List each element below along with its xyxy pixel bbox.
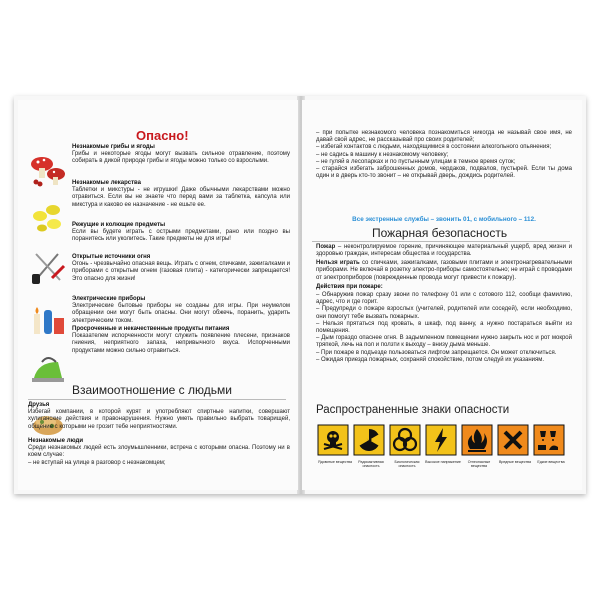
never-play — [316, 260, 572, 282]
sign-label: Радиоактивная опасность — [358, 460, 384, 468]
sign-label: Ядовитые вещества — [318, 460, 352, 464]
section-electric — [72, 296, 290, 325]
fire-definition — [316, 244, 572, 259]
list-item: – при попытке незнакомого человека познакомиться никогда не называй свое имя, не давай свой адрес, не рассказывай про своих родителей; — [316, 130, 572, 144]
divider — [28, 399, 286, 400]
fire-actions-list — [316, 292, 572, 364]
sign-label: Едкие вещества — [537, 460, 565, 464]
scissors-icon — [28, 248, 68, 288]
pills-icon — [28, 196, 68, 236]
never-term: Нельзя играть — [316, 260, 360, 266]
section-text: Грибы и некоторые ягоды могут вызвать сильное отравление, поэтому собирать в дикой природе грибы и ягоды можно только со взрослыми. — [72, 151, 290, 165]
section-text: Показателем испорченности могут служить появление плесени, признаков гниения, неприятного запаха, непривычного вкуса. Испорченными продуктами можно сильно отравиться. — [72, 333, 290, 354]
high-voltage-icon — [426, 425, 456, 455]
list-item: – Предупреди о пожаре взрослых (учителей, родителей или соседей), если необходимо, они помогут тебе вызвать пожарных. — [316, 306, 572, 320]
list-item: – избегай контактов с людьми, находящимися в состоянии алкогольного опьянения; — [316, 144, 552, 151]
section-heading: Режущие и колющие предметы — [72, 222, 166, 228]
right-page — [302, 100, 582, 490]
section-mushrooms — [72, 144, 290, 166]
fire-def-text: – неконтролируемое горение, причиняющее материальный ущерб, вред жизни и здоровью граждан, интересам общества и государства. — [316, 244, 572, 258]
section-medicine — [72, 180, 290, 209]
section-food — [72, 326, 290, 355]
friends-block — [28, 402, 290, 431]
friends-text: Избегай компании, в которой курят и употребляют спиртные напитки, совершают хулиганские действия и правонарушения. Нужно уметь правильно выбрать товарищей, общение с которыми не грозит тебе неприятностями. — [28, 409, 290, 430]
list-item: – не гуляй в лесопарках и по пустынным улицам в темное время суток; — [316, 158, 516, 165]
iron-icon — [28, 348, 68, 388]
sign-label: Высокое напряжение — [425, 460, 461, 464]
mushroom-icon — [28, 150, 68, 190]
section-fire — [72, 254, 290, 283]
signs-title: Распространенные знаки опасности — [316, 404, 510, 416]
section-heading: Просроченные и некачественные продукты питания — [72, 326, 230, 332]
hazard-signs-row — [316, 424, 572, 458]
friends-heading: Друзья — [28, 402, 50, 408]
section-text: Таблетки и микстуры - не игрушки! Даже обычными лекарствами можно отравиться. Если вы не знаете что перед вами за таблетка, капсула или микстура и каково ее назначение - не ешьте ее. — [72, 187, 290, 208]
strangers-text: Среди незнакомых людей есть злоумышленники, встреча с которыми опасна. Поэтому ни в коем случае: — [28, 445, 290, 459]
booklet-spread — [14, 96, 586, 494]
sign-label: Огнеопасные вещества — [467, 460, 491, 468]
never-text: со спичками, зажигалками, газовыми плитами и электронагревательными приборами. Не включай в розетку электро-приборы самостоятельно; не играй с проводами от электроприборов (поврежденные провода могут привести к пожару). — [316, 260, 572, 281]
section-heading: Незнакомые лекарства — [72, 180, 141, 186]
radiation-icon — [354, 425, 384, 455]
skull-icon — [318, 425, 348, 455]
sign-label: Биологическая опасность — [394, 460, 420, 468]
corrosive-icon — [534, 425, 564, 455]
strangers-block — [28, 438, 290, 467]
fire-safety-title: Пожарная безопасность — [372, 226, 508, 240]
flammable-icon — [462, 425, 492, 455]
strangers-heading: Незнакомые люди — [28, 438, 84, 444]
fire-term: Пожар — [316, 244, 336, 250]
section-heading: Незнакомые грибы и ягоды — [72, 144, 155, 150]
strangers-bullet: – не вступай на улице в разговор с незнакомцем; — [28, 459, 166, 466]
section-text: Электрические бытовые приборы не созданы для игры. При неумелом обращении они могут быть опасны. Они могут обжечь, поранить, ударить электрическим током. — [72, 303, 290, 324]
list-item: – старайся избегать заброшенных домов, чердаков, подвалов, пустырей. Если ты дома один и в дверь кто-то звонит – не открывай дверь, дождись родителей. — [316, 166, 572, 180]
relations-title: Взаимоотношение с людьми — [72, 383, 232, 397]
left-page — [18, 100, 298, 490]
divider — [312, 241, 570, 242]
biohazard-icon — [390, 425, 420, 455]
section-heading: Открытые источники огня — [72, 254, 151, 260]
section-heading: Электрические приборы — [72, 296, 146, 302]
emergency-line: Все экстренные службы – звонить 01, с мобильного – 112. — [352, 216, 536, 223]
candle-icon — [28, 298, 68, 338]
section-text: Если вы будете играть с острыми предметами, рано или поздно вы поранитесь или уколитесь. Такие предметы не для игры! — [72, 229, 290, 243]
section-sharp — [72, 222, 290, 244]
list-item: – Обнаружив пожар сразу звони по телефону 01 или с сотового 112, сообщи фамилию, адрес, что и где горит. — [316, 292, 572, 306]
list-item: – не садись в машину к незнакомому человеку; — [316, 151, 449, 158]
harmful-x-icon — [498, 425, 528, 455]
list-item: – Ожидая приезда пожарных, сохраняй спокойствие, потом следуй их указаниям. — [316, 356, 545, 363]
list-item: – Дым гораздо опаснее огня. В задымленном помещении нужно закрыть нос и рот мокрой тряпкой, лечь на пол и ползти к выходу – внизу дыма меньше. — [316, 335, 572, 349]
section-text: Огонь - чрезвычайно опасная вещь. Играть с огнем, спичками, зажигалками и приборами с открытым огнем (газовая плита) - категорически запрещается! Это опасно для жизни! — [72, 261, 290, 282]
actions-heading: Действия при пожаре: — [316, 284, 383, 290]
safety-bullets — [316, 130, 572, 180]
danger-title: Опасно! — [136, 128, 189, 143]
list-item: – При пожаре в подъезде пользоваться лифтом запрещается. Он может отключиться. — [316, 349, 557, 356]
sign-label: Вредные вещества — [498, 460, 532, 464]
list-item: – Нельзя прятаться под кровать, в шкаф, под ванну, а нужно постараться выйти из помещения. — [316, 320, 572, 335]
